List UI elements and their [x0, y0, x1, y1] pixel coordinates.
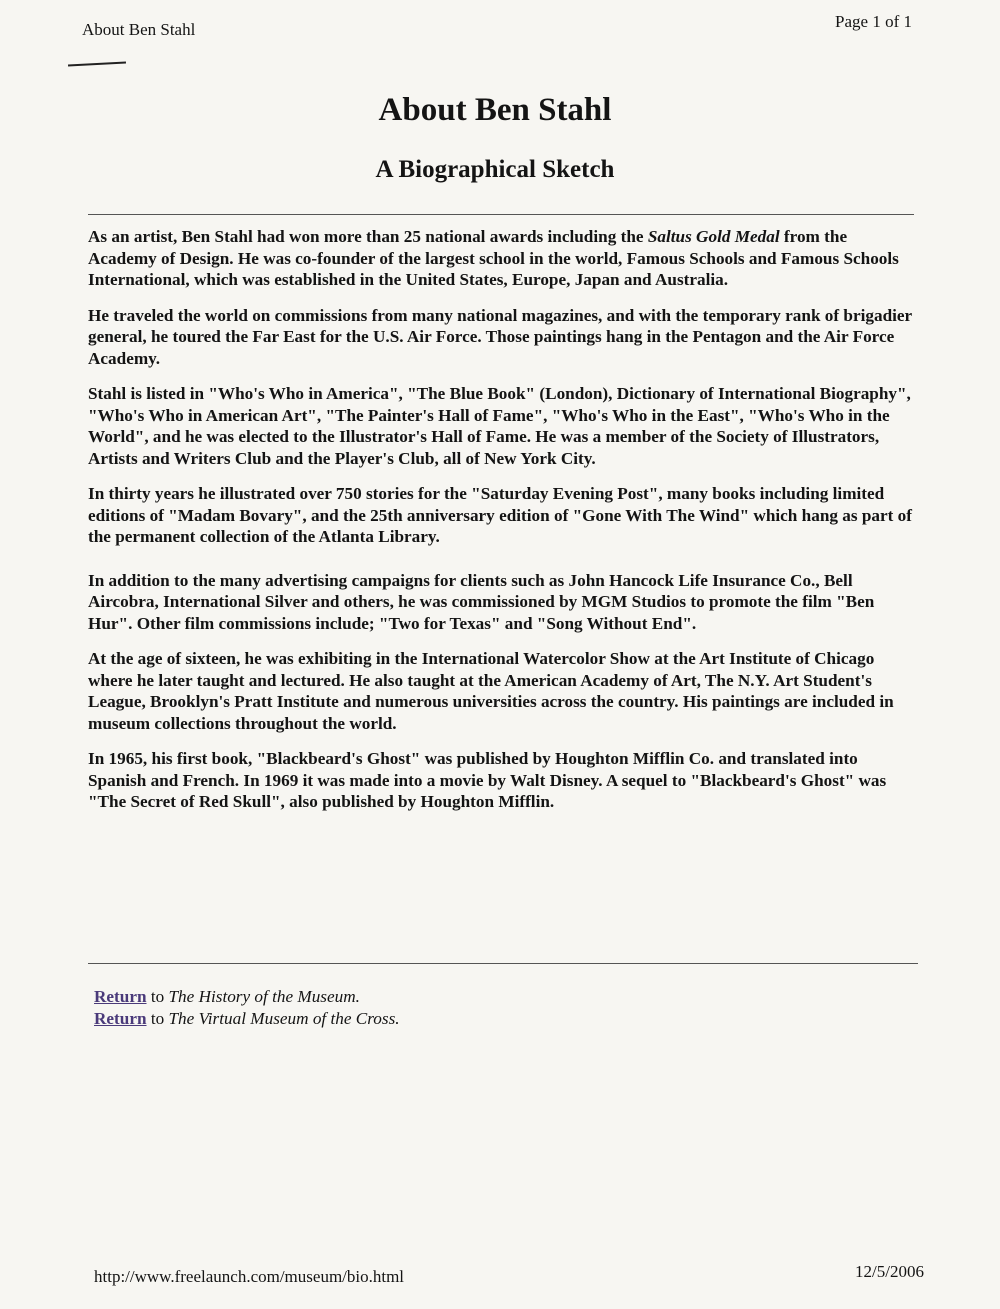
return-link-row: Return to The History of the Museum.: [94, 987, 360, 1006]
paragraph-listings: Stahl is listed in "Who's Who in America", "The Blue Book" (London), Dictionary of International Biography", "Who's Who in American Art", "The Painter's Hall of Fame", "Who's Who in the East", "Who's Who in the World", and he was elected to the Illustrator's Hall of Fame. He was a member of the Society of Illustrators, Artists and Writers Club and the Player's Club, all of New York City.: [88, 384, 911, 468]
return-links: [94, 986, 400, 1030]
header-page-number: Page 1 of 1: [835, 12, 912, 31]
paragraph-advertising: In addition to the many advertising campaigns for clients such as John Hancock Life Insurance Co., Bell Aircobra, International Silver and others, he was commissioned by MGM Studios to promote the film "Ben Hur". Other film commissions include; "Two for Texas" and "Song Without End".: [88, 570, 875, 633]
footer-url: http://www.freelaunch.com/museum/bio.html: [94, 1267, 405, 1286]
scan-mark: [68, 61, 126, 66]
top-divider: [88, 214, 914, 215]
footer-date: 12/5/2006: [855, 1262, 924, 1281]
header-page-name: About Ben Stahl: [82, 20, 196, 39]
return-target-virtual-museum: The Virtual Museum of the Cross.: [168, 1009, 400, 1028]
bottom-divider: [88, 963, 918, 964]
return-link-row: Return to The Virtual Museum of the Cross.: [94, 1009, 400, 1028]
return-link-history[interactable]: Return: [94, 987, 147, 1006]
page-title: About Ben Stahl: [378, 92, 612, 128]
paragraph-teaching: At the age of sixteen, he was exhibiting in the International Watercolor Show at the Art Institute of Chicago where he later taught and lectured. He also taught at the American Academy of Art, The N.Y. Art Student's League, Brooklyn's Pratt Institute and numerous universities across the country. His paintings are included in museum collections throughout the world.: [88, 649, 894, 733]
biography-body: [88, 226, 914, 827]
return-target-history: The History of the Museum.: [168, 987, 360, 1006]
paragraph-books: In 1965, his first book, "Blackbeard's Ghost" was published by Houghton Mifflin Co. and translated into Spanish and French. In 1969 it was made into a movie by Walt Disney. A sequel to "Blackbeard's Ghost" was "The Secret of Red Skull", also published by Houghton Mifflin.: [88, 749, 887, 811]
award-name: Saltus Gold Medal: [647, 227, 780, 246]
paragraph-travel: He traveled the world on commissions from many national magazines, and with the temporary rank of brigadier general, he toured the Far East for the U.S. Air Force. Those paintings hang in the Pentagon and the Air Force Academy.: [88, 305, 912, 368]
return-link-virtual-museum[interactable]: Return: [94, 1009, 147, 1028]
paragraph-illustrations: In thirty years he illustrated over 750 stories for the "Saturday Evening Post", many books including limited editions of "Madam Bovary", and the 25th anniversary edition of "Gone With The Wind" which hang as part of the permanent collection of the Atlanta Library.: [88, 484, 912, 546]
page-subtitle: A Biographical Sketch: [375, 156, 615, 183]
paragraph-awards: As an artist, Ben Stahl had won more than 25 national awards including the Saltus Gold Medal from the Academy of Design. He was co-founder of the largest school in the world, Famous Schools and Famous Schools International, which was established in the United States, Europe, Japan and Australia.: [88, 227, 899, 289]
